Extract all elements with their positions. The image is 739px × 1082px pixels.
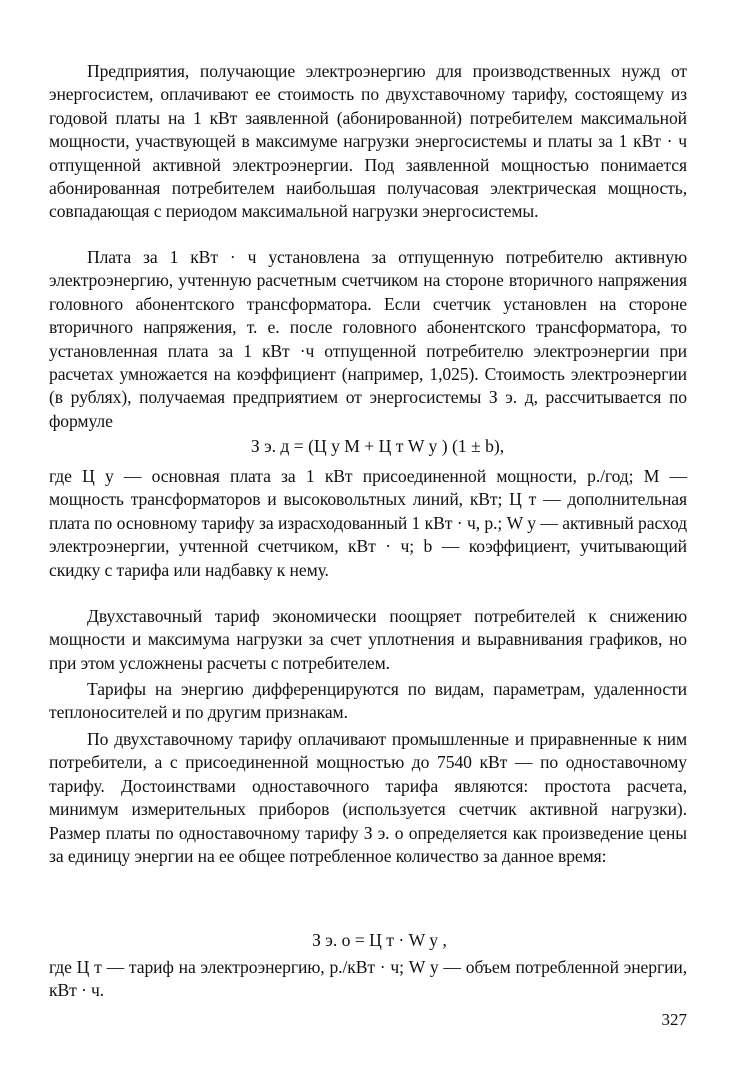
page-number: 327	[661, 1010, 687, 1029]
paragraph-single-rate-tariff: По двухставочному тарифу оплачивают промышленные и приравненные к ним потребители, а с присоединенной мощностью до 7540 кВт — по одноставочному тарифу. Достоинствами одноставочного тарифа являются: простота расчета, минимум измерительных приборов (используется счетчик активной нагрузки). Размер платы по одноставочному тарифу З э. о определяется как произведение цены за единицу энергии на ее общее потребленное количество за данное время:	[49, 729, 687, 867]
paragraph-payment-per-kwh: Плата за 1 кВт · ч установлена за отпущенную потребителю активную электроэнергию, учтенную расчетным счетчиком на стороне вторичного напряжения головного абонентского трансформатора. Если счетчик установлен на стороне вторичного напряжения, т. е. после головного абонентского трансформатора, то установленная плата за 1 кВт ·ч отпущенной потребителю электроэнергии при расчетах умножается на коэффициент (например, 1,025). Стоимость электроэнергии (в рублях), получаемая предприятием от энергосистемы З э. д, рассчитывается по формуле	[49, 247, 687, 431]
paragraph-tariff-incentive: Двухставочный тариф экономически поощряет потребителей к снижению мощности и максимума нагрузки за счет уплотнения и выравнивания графиков, но при этом усложнены расчеты с потребителем.	[49, 606, 687, 673]
paragraph-formula-legend: где Ц y — основная плата за 1 кВт присоединенной мощности, р./год; М — мощность трансформаторов и высоковольтных линий, кВт; Ц т — дополнительная плата по основному тарифу за израсходованный 1 кВт · ч, р.; W y — активный расход электроэнергии, учтенной счетчиком, кВт · ч; b — коэффициент, учитывающий скидку с тарифа или надбавку к нему.	[49, 466, 687, 580]
paragraph-tariff-differentiation: Тарифы на энергию дифференцируются по видам, параметрам, удаленности теплоносителей и по другим признакам.	[49, 679, 687, 723]
formula-energy-cost: З э. д = (Ц y М + Ц т W y ) (1 ± b),	[250, 436, 505, 456]
paragraph-two-rate-tariff: Предприятия, получающие электроэнергию для производственных нужд от энергосистем, оплачивают ее стоимость по двухставочному тарифу, состоящему из годовой платы на 1 кВт заявленной (абонированной) потребителем максимальной мощности, участвующей в максимуме нагрузки энергосистемы и платы за 1 кВт · ч отпущенной активной электроэнергии. Под заявленной мощностью понимается абонированная потребителем наибольшая получасовая электрическая мощность, совпадающая с периодом максимальной нагрузки энергосистемы.	[49, 61, 687, 222]
paragraph-formula2-legend: где Ц т — тариф на электроэнергию, р./кВт · ч; W y — объем потребленной энергии, кВт · ч.	[49, 957, 687, 1001]
formula-single-rate-cost: З э. о = Ц т · W y ,	[312, 930, 447, 950]
